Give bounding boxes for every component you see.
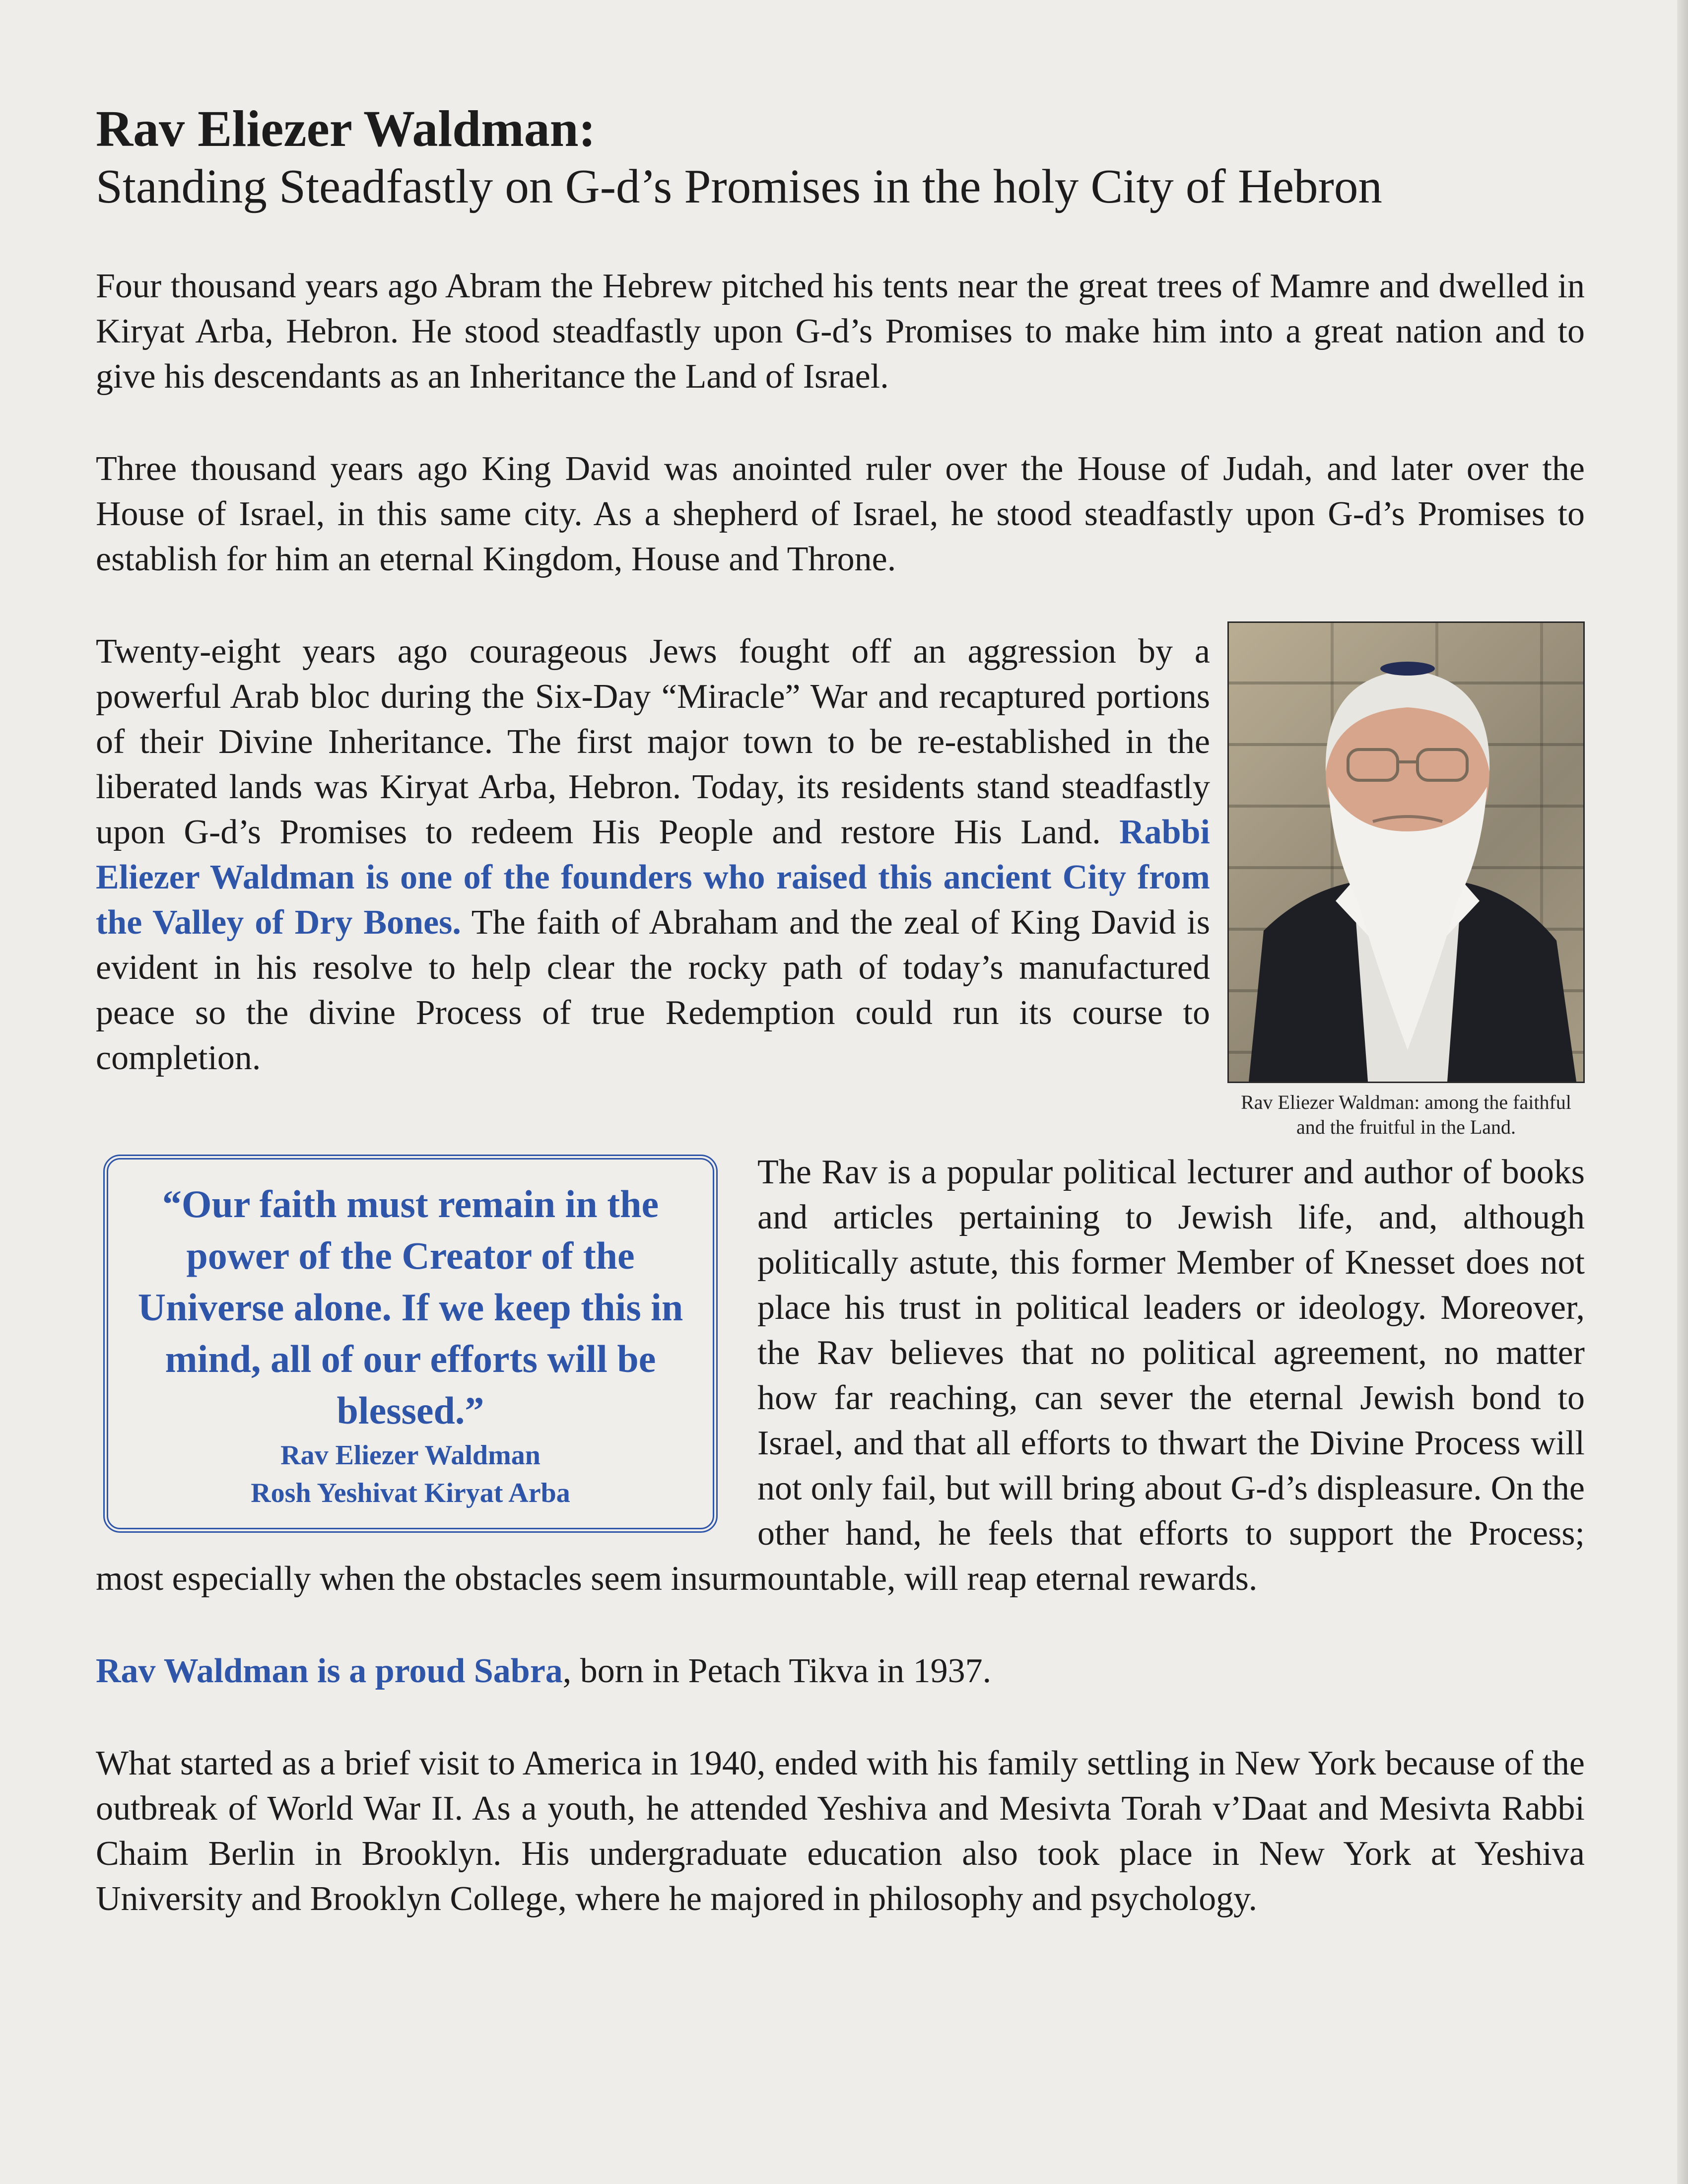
founder-highlight: Rabbi Eliezer Waldman is one of the founders who raised this ancient City from the Valley of Dry Bones.: [96, 813, 1210, 942]
pull-quote-box: [103, 1155, 718, 1533]
pull-quote-text: “Our faith must remain in the power of the Creator of the Universe alone. If we keep this in mind, all of our efforts will be blessed.”: [137, 1182, 683, 1433]
article-title: Rav Eliezer Waldman:: [96, 100, 596, 157]
paragraph-six-day-war-text-end: The faith of Abraham and the zeal of King David is evident in his resolve to help clear the rocky path of today’s manufactured peace so the divine Process of true Redemption could run its course to completion.: [96, 903, 1210, 1078]
paragraph-king-david: Three thousand years ago King David was anointed ruler over the House of Judah, and later over the House of Israel, in this same city. As a shepherd of Israel, he stood steadfastly upon G-d’s Promises to establish for him an eternal Kingdom, House and Throne.: [96, 450, 1585, 579]
paragraph-six-day-war-text: Twenty-eight years ago courageous Jews fought off an aggression by a powerful Arab bloc during the Six-Day “Miracle” War and recaptured portions of their Divine Inheritance. The first major town to be re-established in the liberated lands was Kiryat Arba, Hebron. Today, its residents stand steadfastly upon G-d’s Promises to redeem His People and restore His Land.: [96, 632, 1210, 852]
article: [96, 99, 1585, 1969]
pull-quote-author-title: Rosh Yeshivat Kiryat Arba: [251, 1478, 570, 1509]
photo-caption: Rav Eliezer Waldman: among the faithful and the fruitful in the Land.: [1241, 1091, 1571, 1139]
portrait-illustration: [1229, 623, 1583, 1082]
paragraph-abram: Four thousand years ago Abram the Hebrew pitched his tents near the great trees of Mamre and dwelled in Kiryat Arba, Hebron. He stood steadfastly upon G-d’s Promises to make him into a great nation and to give his descendants as an Inheritance the Land of Israel.: [96, 267, 1585, 396]
sabra-highlight: Rav Waldman is a proud Sabra: [96, 1652, 563, 1691]
photo-figure: [1227, 621, 1585, 1140]
pull-quote-author: Rav Eliezer Waldman: [280, 1440, 540, 1471]
paragraph-sabra: [96, 1648, 1585, 1694]
portrait-photo: [1227, 621, 1585, 1083]
paragraph-america: What started as a brief visit to America in 1940, ended with his family settling in New York because of the outbreak of World War II. As a youth, he attended Yeshiva and Mesivta Torah v’Daat and Mesivta Rabbi Chaim Berlin in Brooklyn. His undergraduate education also took place in New York at Yeshiva University and Brooklyn College, where he majored in philosophy and psychology.: [96, 1744, 1585, 1918]
article-subtitle: Standing Steadfastly on G-d’s Promises in the holy City of Hebron: [96, 159, 1382, 213]
page-edge-shadow: [1677, 0, 1688, 2184]
paragraph-political-lecturer: The Rav is a popular political lecturer and author of books and articles pertaining to Jewish life, and, although politically astute, this former Member of Knesset does not place his trust in political leaders or ideology. Moreover, the Rav believes that no political agreement, no matter how far reaching, can sever the eternal Jewish bond to Israel, and that all efforts to thwart the Divine Process will not only fail, but will bring about G-d’s displeasure. On the other hand, he feels that efforts to support the Process; most especially when the obstacles seem insurmountable, will reap eternal rewards.: [96, 1153, 1585, 1598]
sabra-text: , born in Petach Tikva in 1937.: [562, 1652, 992, 1691]
